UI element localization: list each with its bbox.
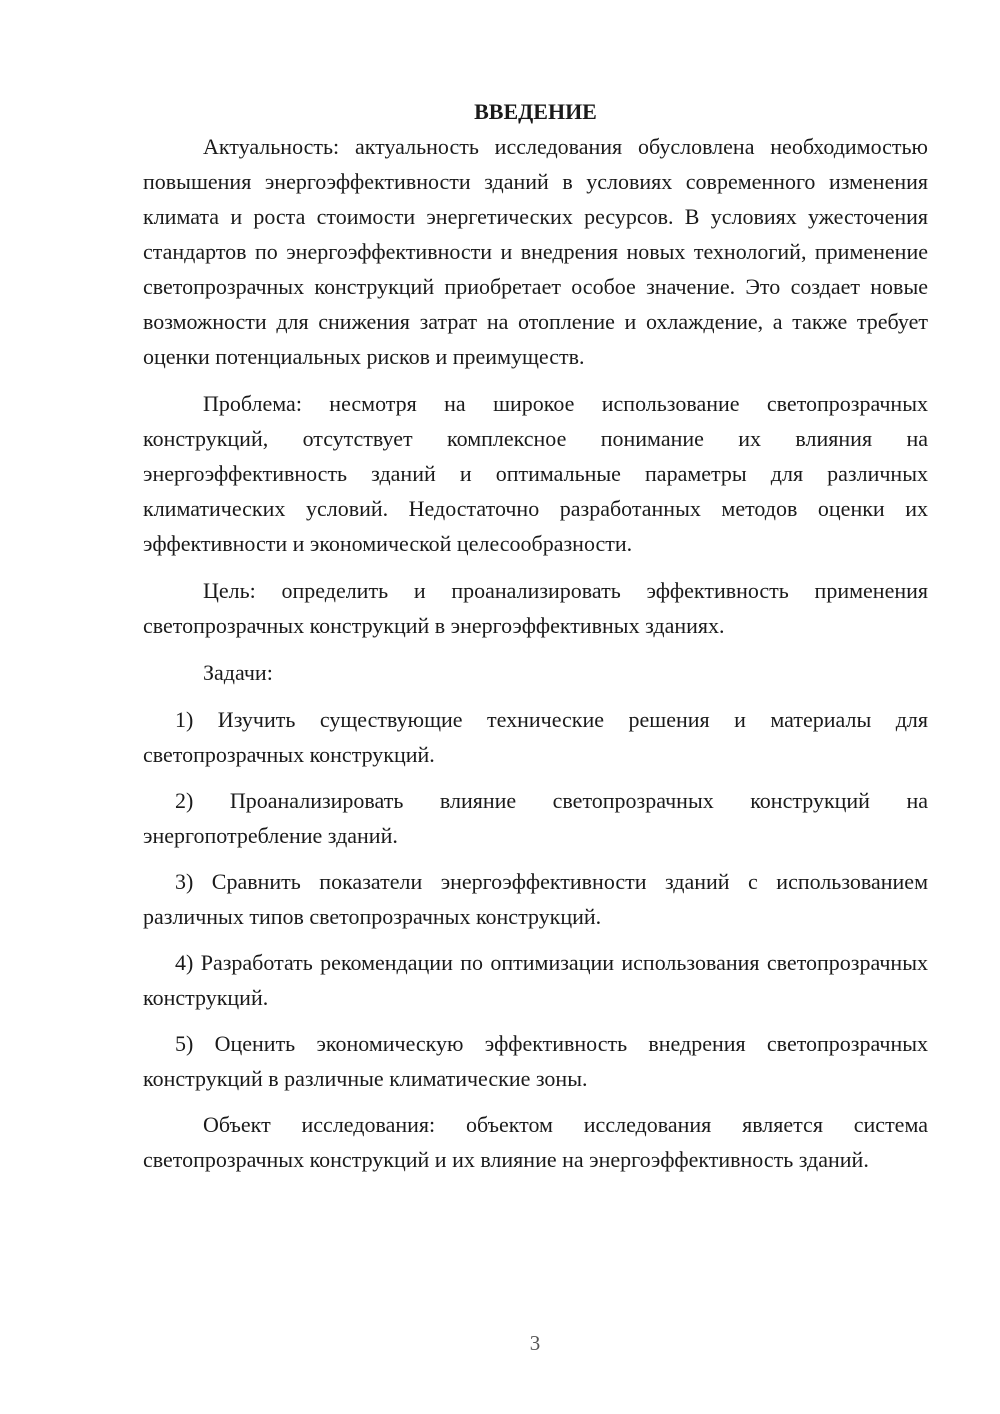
task-item-2: 2) Проанализировать влияние светопрозрачных конструкций на энергопотребление зданий. (143, 788, 928, 848)
paragraph-goal: Цель: определить и проанализировать эффективность применения светопрозрачных конструкций в энергоэффективных зданиях. (143, 578, 928, 638)
task-item-4: 4) Разработать рекомендации по оптимизации использования светопрозрачных конструкций. (143, 950, 928, 1010)
tasks-heading: Задачи: (203, 660, 273, 685)
section-title: ВВЕДЕНИЕ (474, 99, 597, 124)
document-page (143, 94, 928, 1177)
task-item-5: 5) Оценить экономическую эффективность внедрения светопрозрачных конструкций в различные климатические зоны. (143, 1031, 928, 1091)
paragraph-actuality: Актуальность: актуальность исследования обусловлена необходимостью повышения энергоэффективности зданий в условиях современного изменения климата и роста стоимости энергетических ресурсов. В условиях ужесточения стандартов по энергоэффективности и внедрения новых технологий, применение светопрозрачных конструкций приобретает особое значение. Это создает новые возможности для снижения затрат на отопление и охлаждение, а также требует оценки потенциальных рисков и преимуществ. (143, 134, 928, 369)
task-item-1: 1) Изучить существующие технические решения и материалы для светопрозрачных конструкций. (143, 707, 928, 767)
paragraph-problem: Проблема: несмотря на широкое использование светопрозрачных конструкций, отсутствует комплексное понимание их влияния на энергоэффективность зданий и оптимальные параметры для различных климатических условий. Недостаточно разработанных методов оценки их эффективности и экономической целесообразности. (143, 391, 928, 556)
paragraph-object: Объект исследования: объектом исследования является система светопрозрачных конструкций и их влияние на энергоэффективность зданий. (143, 1112, 928, 1172)
task-item-3: 3) Сравнить показатели энергоэффективности зданий с использованием различных типов светопрозрачных конструкций. (143, 869, 928, 929)
page-number: 3 (529, 1331, 541, 1355)
